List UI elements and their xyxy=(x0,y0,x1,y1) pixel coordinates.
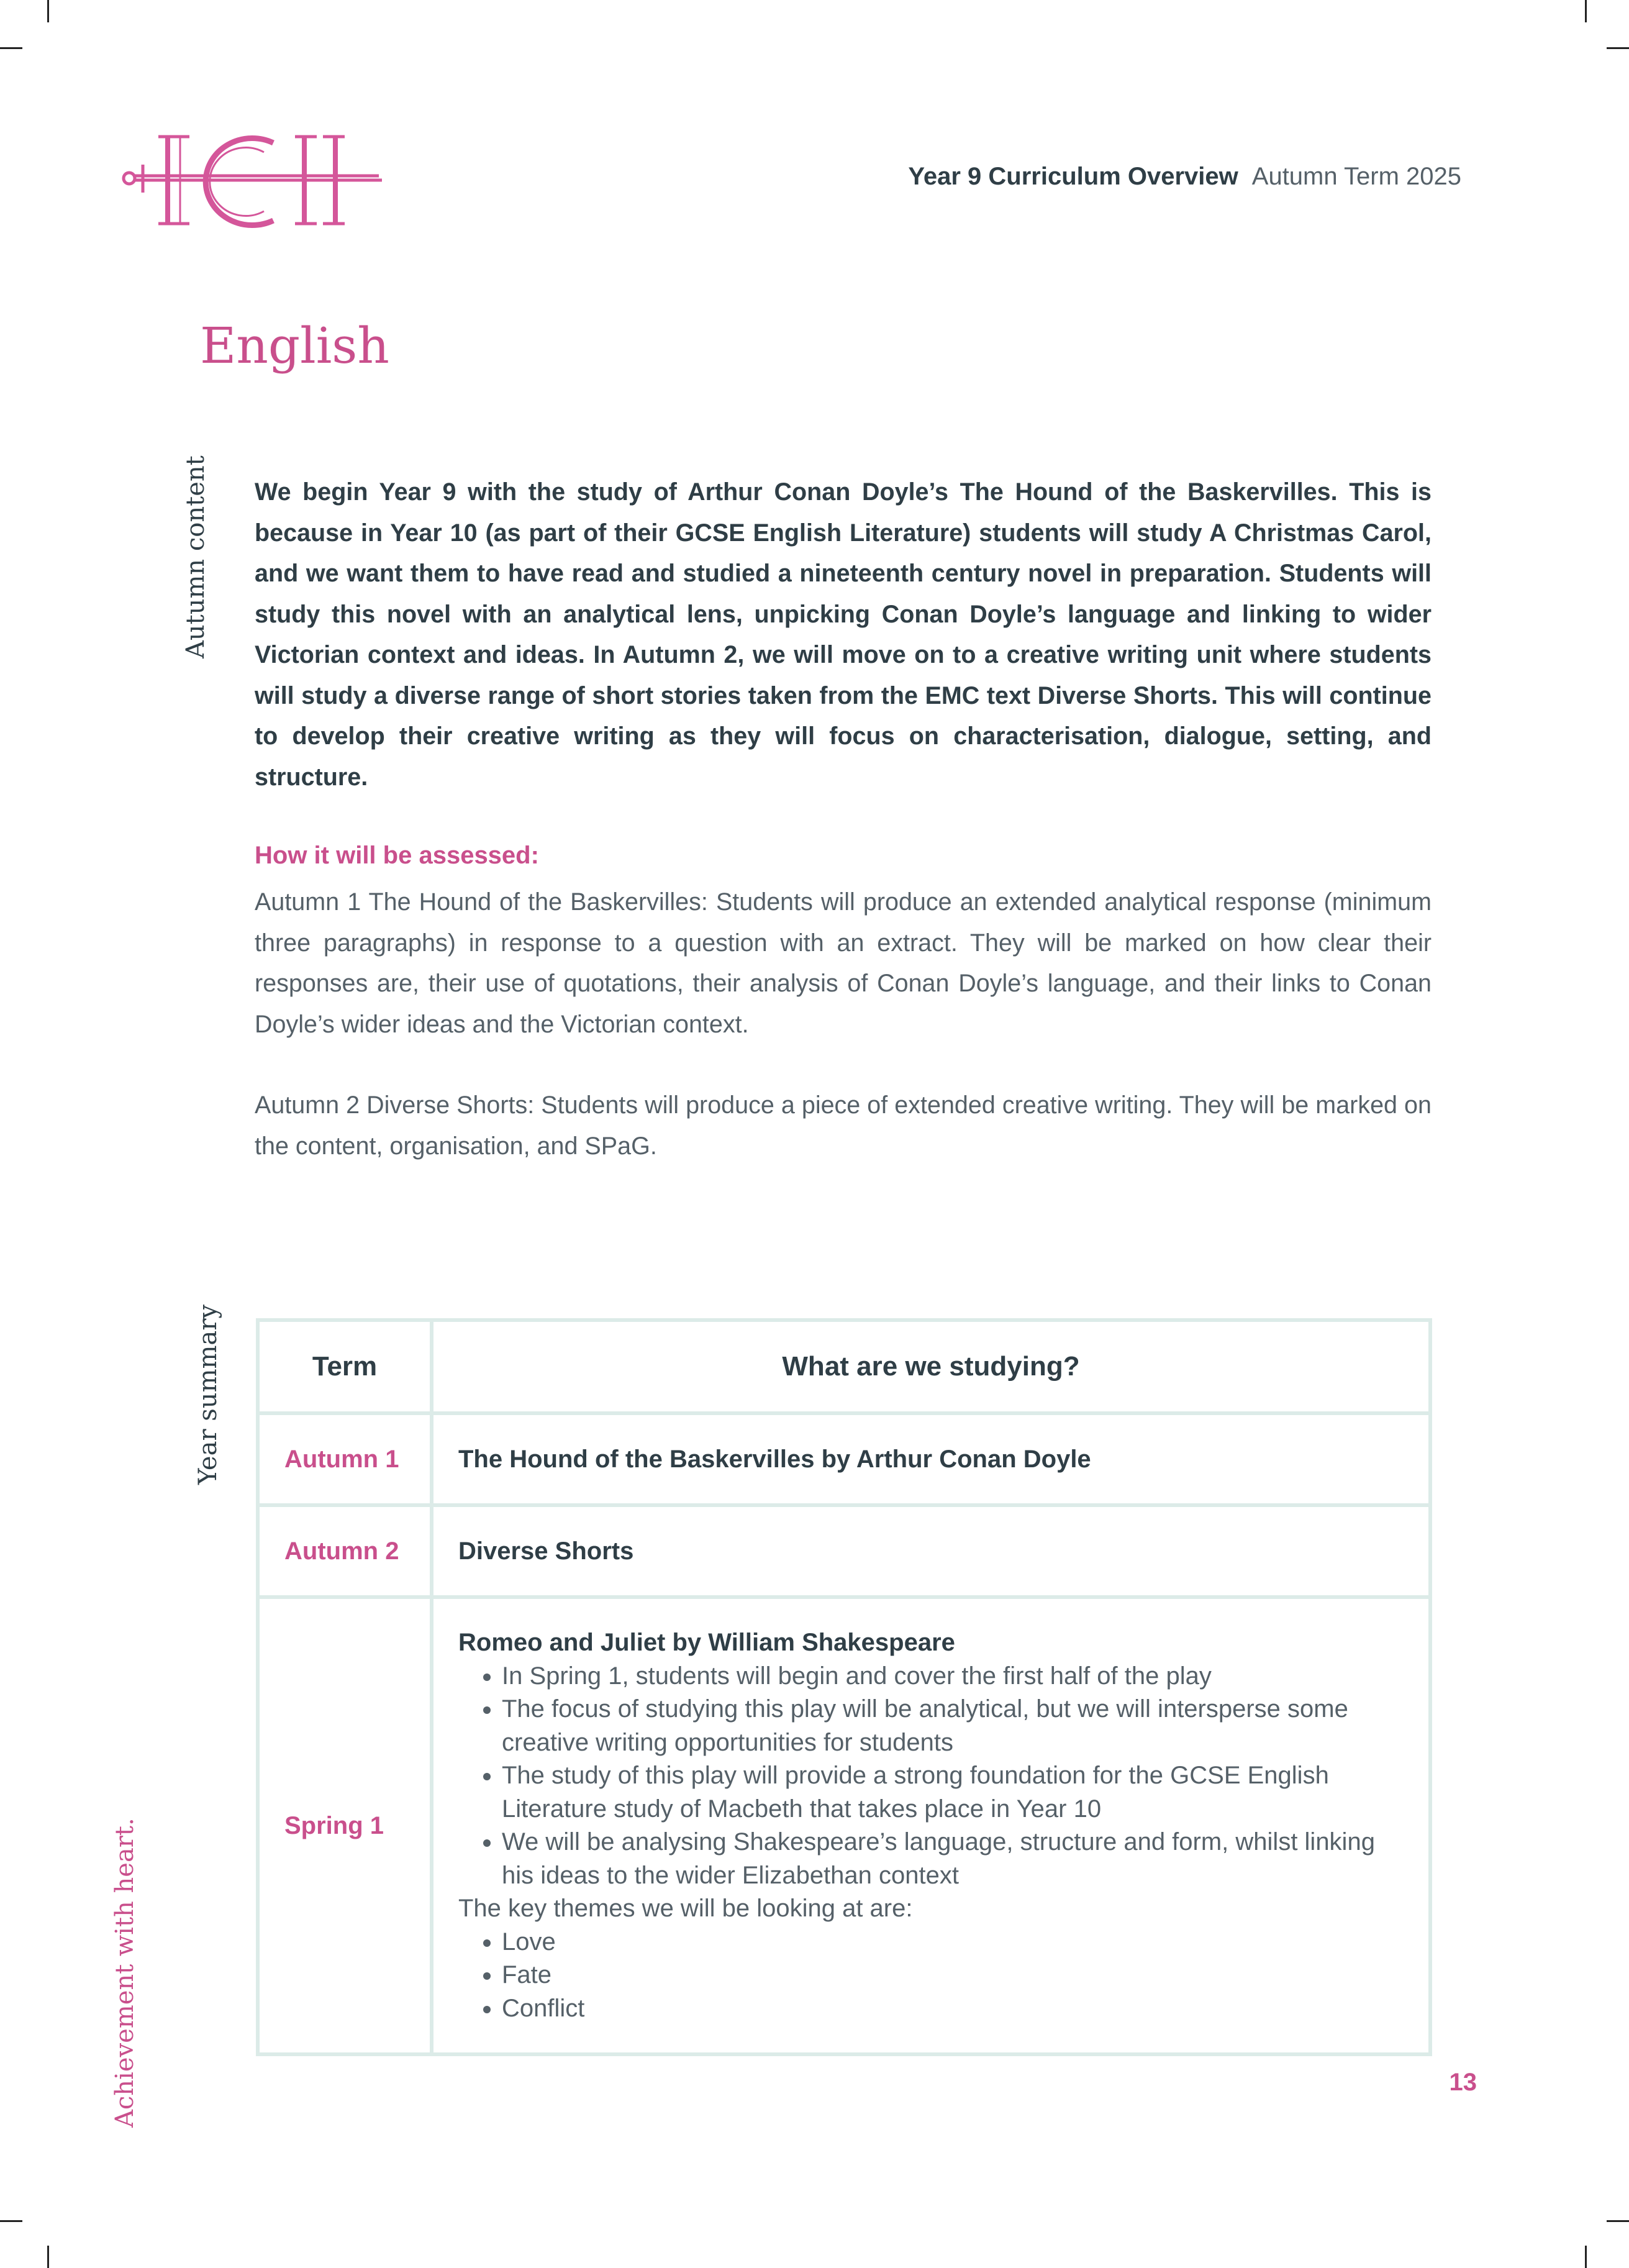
table-row xyxy=(258,1597,1430,2054)
content-cell: Diverse Shorts xyxy=(432,1505,1430,1597)
header-term-cell: Term xyxy=(258,1320,432,1413)
themes-intro: The key themes we will be looking at are: xyxy=(458,1895,913,1922)
list-item: • The study of this play will provide a strong foundation for the GCSE English Literature study of Macbeth that takes place in Year 10 xyxy=(502,1759,1404,1826)
crop-mark xyxy=(1607,47,1629,49)
crop-mark xyxy=(1585,0,1587,22)
table-row xyxy=(258,1505,1430,1597)
autumn-content-label: Autumn content xyxy=(181,455,210,658)
list-item: • We will be analysing Shakespeare’s language, structure and form, whilst linking his ideas to the wider Elizabethan context xyxy=(502,1826,1404,1892)
page-title: English xyxy=(200,317,389,375)
crop-mark xyxy=(47,2246,49,2268)
header-term: Autumn Term 2025 xyxy=(1251,163,1461,190)
term-cell: Autumn 2 xyxy=(258,1505,432,1597)
table-row xyxy=(258,1413,1430,1505)
crop-mark xyxy=(0,2220,22,2222)
year-summary-label: Year summary xyxy=(194,1305,222,1485)
list-item: • Love xyxy=(502,1926,1404,1959)
assessment-autumn1: Autumn 1 The Hound of the Baskervilles: Students will produce an extended analytical response (minimum three paragraphs) in response to a question with an extract. They will be marked on how clear their responses are, their use of quotations, their analysis of Conan Doyle’s language, and their links to Conan Doyle’s wider ideas and the Victorian context. xyxy=(255,888,1432,1038)
assessment-heading: How it will be assessed: xyxy=(255,842,539,869)
header-studying-cell: What are we studying? xyxy=(432,1320,1430,1413)
year-summary-table xyxy=(256,1318,1432,2056)
term-cell: Spring 1 xyxy=(258,1597,432,2054)
list-item: • Fate xyxy=(502,1959,1404,1992)
content-cell: The Hound of the Baskervilles by Arthur Conan Doyle xyxy=(432,1413,1430,1505)
spring-title: Romeo and Juliet by William Shakespeare xyxy=(458,1629,955,1656)
crop-mark xyxy=(47,0,49,22)
spring-bullets xyxy=(458,1660,1404,1893)
content-cell xyxy=(432,1597,1430,2054)
list-item: • In Spring 1, students will begin and cover the first half of the play xyxy=(502,1660,1404,1693)
intro-paragraph: We begin Year 9 with the study of Arthur Conan Doyle’s The Hound of the Baskervilles. This is because in Year 10 (as part of their GCSE English Literature) students will study A Christmas Carol, and we want them to have read and studied a nineteenth century novel in preparation. Students will study this novel with an analytical lens, unpicking Conan Doyle’s language and linking to wider Victorian context and ideas. In Autumn 2, we will move on to a creative writing unit where students will study a diverse range of short stories taken from the EMC text Diverse Shorts. This will continue to develop their creative writing as they will focus on characterisation, dialogue, setting, and structure. xyxy=(255,478,1432,791)
crop-mark xyxy=(0,47,22,49)
crop-mark xyxy=(1607,2220,1629,2222)
themes-list xyxy=(458,1926,1404,2026)
page-header xyxy=(908,163,1461,191)
assessment-autumn2: Autumn 2 Diverse Shorts: Students will produce a piece of extended creative writing. They will be marked on the content, organisation, and SPaG. xyxy=(255,1091,1432,1160)
page-number: 13 xyxy=(1449,2069,1477,2096)
crop-mark xyxy=(1585,2246,1587,2268)
list-item: • The focus of studying this play will be analytical, but we will intersperse some creative writing opportunities for students xyxy=(502,1693,1404,1759)
term-cell: Autumn 1 xyxy=(258,1413,432,1505)
list-item: • Conflict xyxy=(502,1992,1404,2026)
table-header-row xyxy=(258,1320,1430,1413)
school-logo xyxy=(118,127,391,233)
motto-label: Achievement with heart. xyxy=(111,1818,139,2128)
header-title: Year 9 Curriculum Overview xyxy=(908,163,1238,190)
